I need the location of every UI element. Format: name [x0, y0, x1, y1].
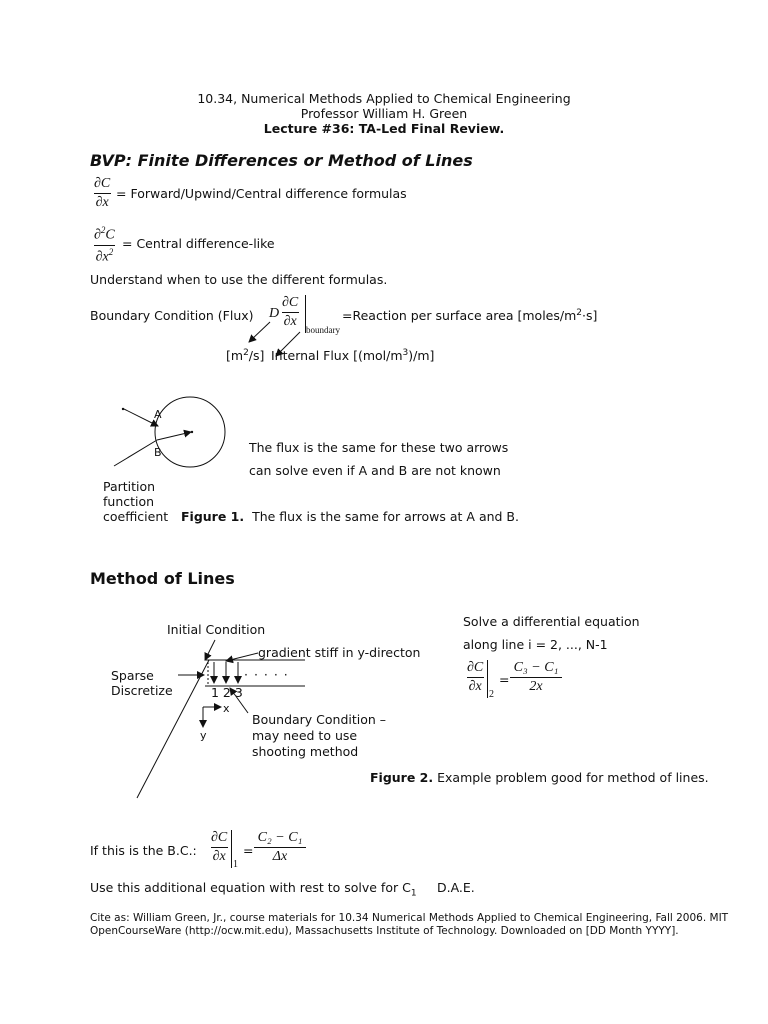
citation-text: Cite as: William Green, Jr., course materials for 10.34 Numerical Methods Applied to Chemical Engineering, Fall 2006. MIT OpenCourseWare (http://ocw.mit.edu), Massachusetts Institute of Technology. Downloaded on [DD Month YYYY].: [90, 912, 729, 937]
if-bc-text: If this is the B.C.:: [90, 843, 197, 858]
flux-note-line2: can solve even if A and B are not known: [249, 463, 501, 478]
mol-bc-line1: Boundary Condition –: [252, 712, 387, 727]
arrow-a: [124, 409, 158, 426]
second-derivative-denominator: ∂x: [95, 249, 109, 265]
solve-line1: Solve a differential equation: [463, 614, 640, 629]
bc-section-rhs-numerator: C₂ − C₁: [257, 830, 303, 845]
partition-line2: function: [103, 494, 155, 509]
bc-reaction-suffix: ·s]: [582, 308, 598, 324]
mol-eval-subscript: 2: [489, 689, 494, 700]
internal-flux-prefix: Internal Flux [(mol/m: [271, 348, 403, 364]
first-derivative-description: = Forward/Upwind/Central difference formulas: [116, 186, 407, 201]
boundary-condition-arrow: [230, 688, 248, 713]
lecture-title: Lecture #36: TA-Led Final Review.: [263, 121, 505, 136]
method-of-lines-heading: Method of Lines: [90, 569, 235, 588]
point-b-label: B: [154, 446, 162, 459]
first-derivative-numerator: ∂C: [94, 176, 111, 191]
bc-section-equals: =: [243, 843, 254, 858]
figure2-caption-text: Example problem good for method of lines.: [437, 770, 709, 785]
second-derivative-partial: ∂: [94, 227, 101, 243]
second-derivative-exp: 2: [100, 225, 106, 235]
discretize-label: Discretize: [111, 683, 173, 698]
arrow-b: [157, 432, 191, 440]
slanted-line: [137, 660, 209, 798]
bvp-heading: BVP: Finite Differences or Method of Lines: [90, 151, 473, 170]
understand-text: Understand when to use the different formulas.: [90, 272, 388, 287]
point-a-label: A: [154, 408, 162, 421]
flux-note-line1: The flux is the same for these two arrows: [249, 440, 509, 455]
use-equation-main: Use this additional equation with rest to solve for C: [90, 880, 411, 895]
arrow-to-internal-flux: [276, 332, 300, 356]
mol-equals: =: [499, 672, 510, 687]
gradient-label: gradient stiff in y-directon: [258, 645, 421, 660]
sparse-label: Sparse: [111, 668, 154, 683]
first-derivative-denominator: ∂x: [95, 195, 109, 210]
mol-rhs-numerator: C₃ − C₁: [513, 660, 559, 675]
bc-reaction-exp: 2: [576, 308, 582, 318]
bc-flux-label: Boundary Condition (Flux): [90, 308, 254, 323]
mol-derivative-denominator: ∂x: [468, 679, 482, 694]
figure1-caption-text: The flux is the same for arrows at A and B.: [252, 509, 519, 524]
figure2-caption-label: Figure 2.: [370, 770, 434, 785]
units-diffusivity-suffix: /s]: [248, 348, 265, 364]
mol-derivative-numerator: ∂C: [467, 660, 484, 675]
units-diffusivity-exp: 2: [243, 348, 249, 358]
bc-section-denominator: ∂x: [212, 849, 226, 864]
bc-section-subscript: 1: [233, 859, 238, 870]
internal-flux-suffix: )/m]: [408, 348, 435, 364]
bc-diffusivity-symbol: D: [269, 306, 280, 321]
bc-boundary-subscript: boundary: [306, 325, 340, 335]
initial-condition-label: Initial Condition: [167, 622, 266, 637]
mol-bc-line2: may need to use: [252, 728, 358, 743]
initial-condition-arrow: [205, 640, 215, 660]
circle-center-dot: [191, 431, 193, 433]
solve-line2: along line i = 2, ..., N-1: [463, 637, 608, 652]
second-derivative-description: = Central difference-like: [122, 236, 275, 251]
mol-bc-line3: shooting method: [252, 744, 359, 759]
mol-rhs-denominator: 2x: [510, 677, 562, 695]
bc-section-rhs-denominator: Δx: [254, 847, 306, 865]
grid-dots: · · · · ·: [244, 667, 289, 682]
dae-label: D.A.E.: [437, 880, 475, 895]
course-title: 10.34, Numerical Methods Applied to Chemical Engineering: [197, 91, 571, 106]
external-line-b: [114, 440, 157, 466]
bc-derivative-denominator: ∂x: [283, 314, 297, 329]
bc-derivative-numerator: ∂C: [282, 295, 299, 310]
units-diffusivity-prefix: [m: [226, 348, 244, 364]
partition-line3: coefficient: [103, 509, 169, 524]
professor-name: Professor William H. Green: [300, 106, 468, 121]
second-derivative-den-exp: 2: [108, 246, 114, 257]
arrow-a-origin-dot: [122, 408, 124, 410]
figure1-caption-label: Figure 1.: [181, 509, 245, 524]
axis-y-label: y: [200, 729, 207, 742]
second-derivative-c: C: [105, 227, 115, 243]
partition-line1: Partition: [103, 479, 156, 494]
axis-x-label: x: [223, 702, 230, 715]
bc-section-numerator: ∂C: [211, 830, 228, 845]
use-equation-sub: 1: [410, 888, 417, 899]
bc-reaction-prefix: =Reaction per surface area [moles/m: [342, 308, 577, 324]
arrow-to-diffusivity-units: [249, 322, 270, 342]
grid-index-numbers: 1 2 3: [211, 685, 243, 700]
internal-flux-exp: 3: [402, 348, 409, 358]
